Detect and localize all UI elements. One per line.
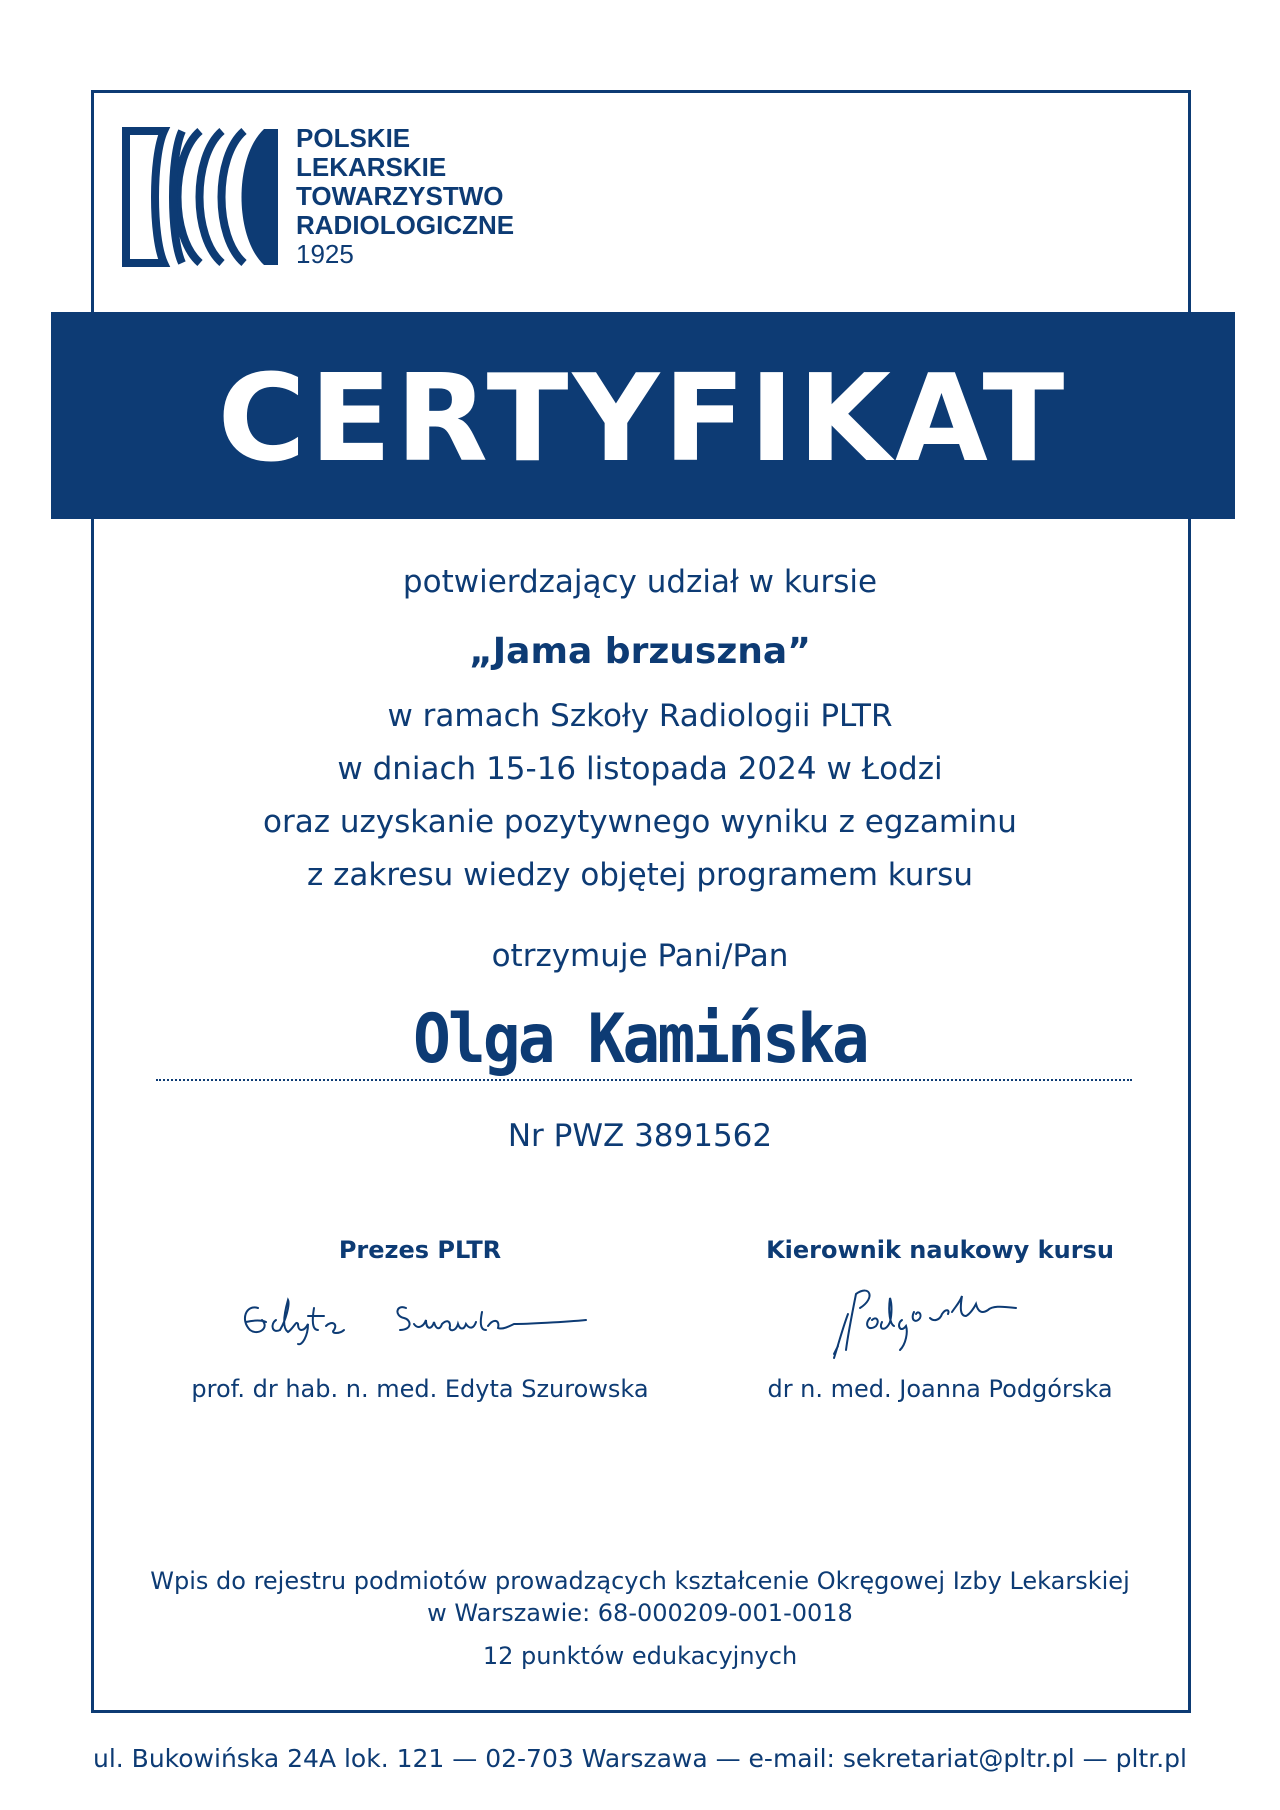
organization-name — [296, 124, 514, 269]
certificate-title: CERTYFIKAT — [217, 349, 1069, 489]
title-banner — [51, 312, 1235, 519]
intro-text: potwierdzający udział w kursie — [402, 564, 878, 600]
course-title: „Jama brzuszna” — [469, 631, 811, 672]
pltr-logo-icon — [122, 127, 282, 267]
course-context-line: w ramach Szkoły Radiologii PLTR — [387, 698, 893, 734]
pwz-number: Nr PWZ 3891562 — [507, 1118, 773, 1154]
signature-role-president: Prezes PLTR — [338, 1236, 502, 1264]
exam-scope-line: z zakresu wiedzy objętej programem kursu — [307, 857, 973, 893]
org-founding-year: 1925 — [296, 239, 354, 269]
signature-name-course-director: dr n. med. Joanna Podgórska — [767, 1375, 1113, 1403]
org-name-line: POLSKIE — [296, 123, 411, 153]
org-name-line: LEKARSKIE — [296, 152, 447, 182]
name-underline — [156, 1079, 1132, 1081]
education-points: 12 punktów edukacyjnych — [482, 1642, 798, 1670]
signature-course-director-icon — [830, 1274, 1030, 1364]
org-name-line: TOWARZYSTWO — [296, 181, 504, 211]
signature-role-course-director: Kierownik naukowy kursu — [766, 1236, 1114, 1264]
exam-result-line: oraz uzyskanie pozytywnego wyniku z egzaminu — [263, 804, 1017, 840]
signature-name-president: prof. dr hab. n. med. Edyta Szurowska — [191, 1375, 649, 1403]
registry-text-line-2: w Warszawie: 68-000209-001-0018 — [427, 1599, 853, 1627]
contact-address: ul. Bukowińska 24A lok. 121 — 02-703 Warszawa — e-mail: sekretariat@pltr.pl — pltr.pl — [93, 1744, 1187, 1773]
org-name-line: RADIOLOGICZNE — [296, 210, 515, 240]
registry-text-line-1: Wpis do rejestru podmiotów prowadzących kształcenie Okręgowej Izby Lekarskiej — [150, 1567, 1130, 1595]
course-date-line: w dniach 15-16 listopada 2024 w Łodzi — [337, 751, 943, 787]
recipient-intro: otrzymuje Pani/Pan — [491, 938, 789, 974]
recipient-name: Olga Kamińska — [413, 1000, 867, 1079]
signature-president-icon — [236, 1290, 606, 1350]
